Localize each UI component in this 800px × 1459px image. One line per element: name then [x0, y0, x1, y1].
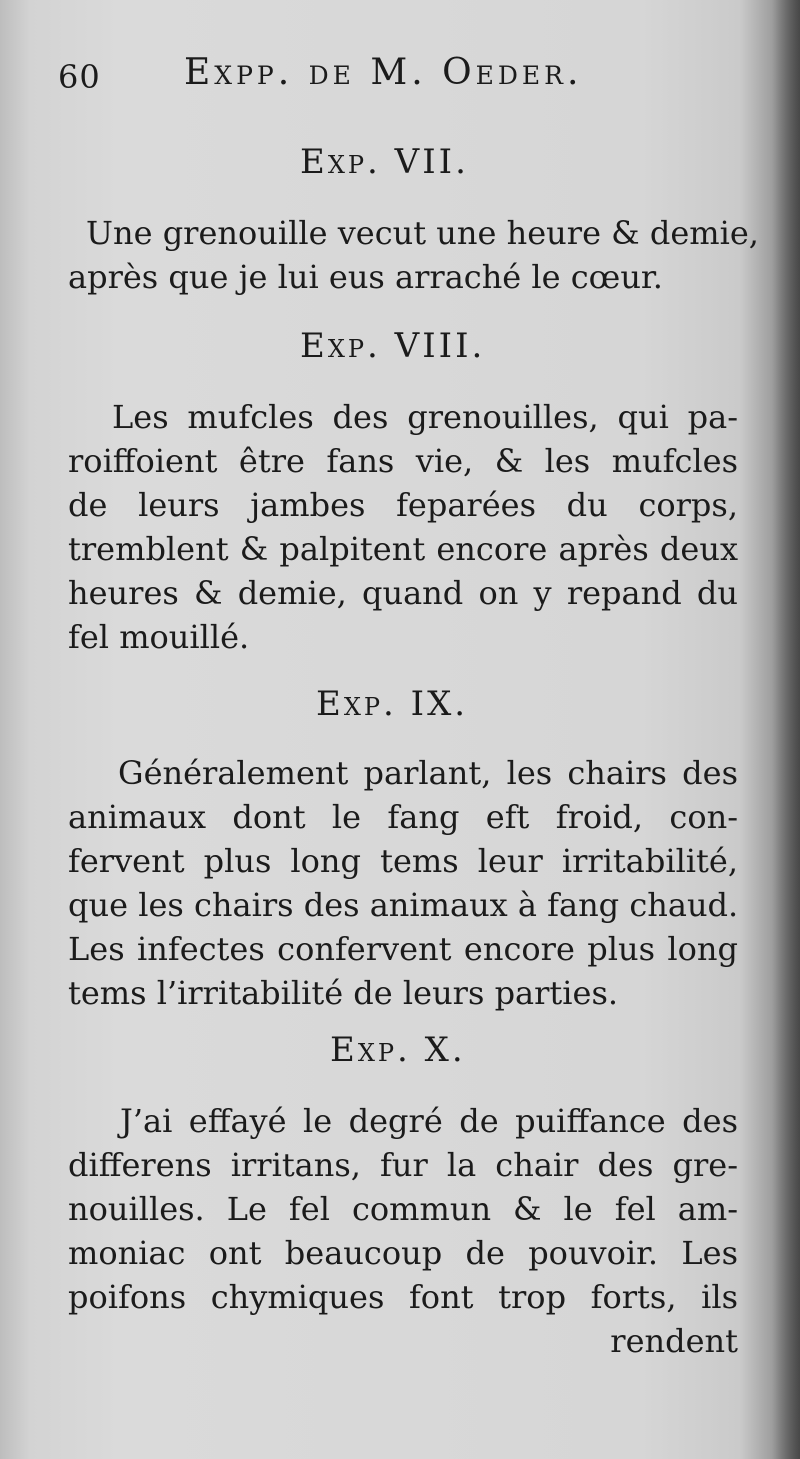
section-title-exp-x: Exp. X. [330, 1030, 466, 1070]
text-line: après que je lui eus arraché le cœur. [68, 258, 663, 296]
running-head: Expp. de M. Oeder. [184, 52, 583, 93]
page-header [58, 52, 678, 98]
text-line: roiffoient être fans vie, & les mufcles [68, 442, 738, 480]
text-line: tems l’irritabilité de leurs parties. [68, 974, 619, 1012]
catchword: rendent [610, 1322, 738, 1360]
text-line: nouilles. Le fel commun & le fel am- [68, 1190, 738, 1228]
text-line: fel mouillé. [68, 618, 250, 656]
text-line: poifons chymiques font trop forts, ils [68, 1278, 738, 1316]
text-line: Les mufcles des grenouilles, qui pa- [112, 398, 738, 436]
section-title-exp-viii: Exp. VIII. [300, 326, 486, 366]
page-gutter-shadow [772, 0, 800, 1459]
text-line: Une grenouille vecut une heure & demie, [86, 214, 759, 252]
text-line: de leurs jambes feparées du corps, [68, 486, 738, 524]
section-title-exp-ix: Exp. IX. [316, 684, 469, 724]
text-line: differens irritans, fur la chair des gre- [68, 1146, 738, 1184]
text-line: que les chairs des animaux à fang chaud. [68, 886, 739, 924]
text-line: tremblent & palpitent encore après deux [68, 530, 738, 568]
text-line: fervent plus long tems leur irritabilité, [68, 842, 738, 880]
text-line: Les infectes confervent encore plus long [68, 930, 738, 968]
text-line: heures & demie, quand on y repand du [68, 574, 738, 612]
text-line: animaux dont le fang eft froid, con- [68, 798, 738, 836]
text-line: J’ai effayé le degré de puiffance des [120, 1102, 738, 1140]
page-number: 60 [58, 58, 101, 96]
text-line: moniac ont beaucoup de pouvoir. Les [68, 1234, 738, 1272]
text-line: Généralement parlant, les chairs des [118, 754, 738, 792]
section-title-exp-vii: Exp. VII. [300, 142, 469, 182]
